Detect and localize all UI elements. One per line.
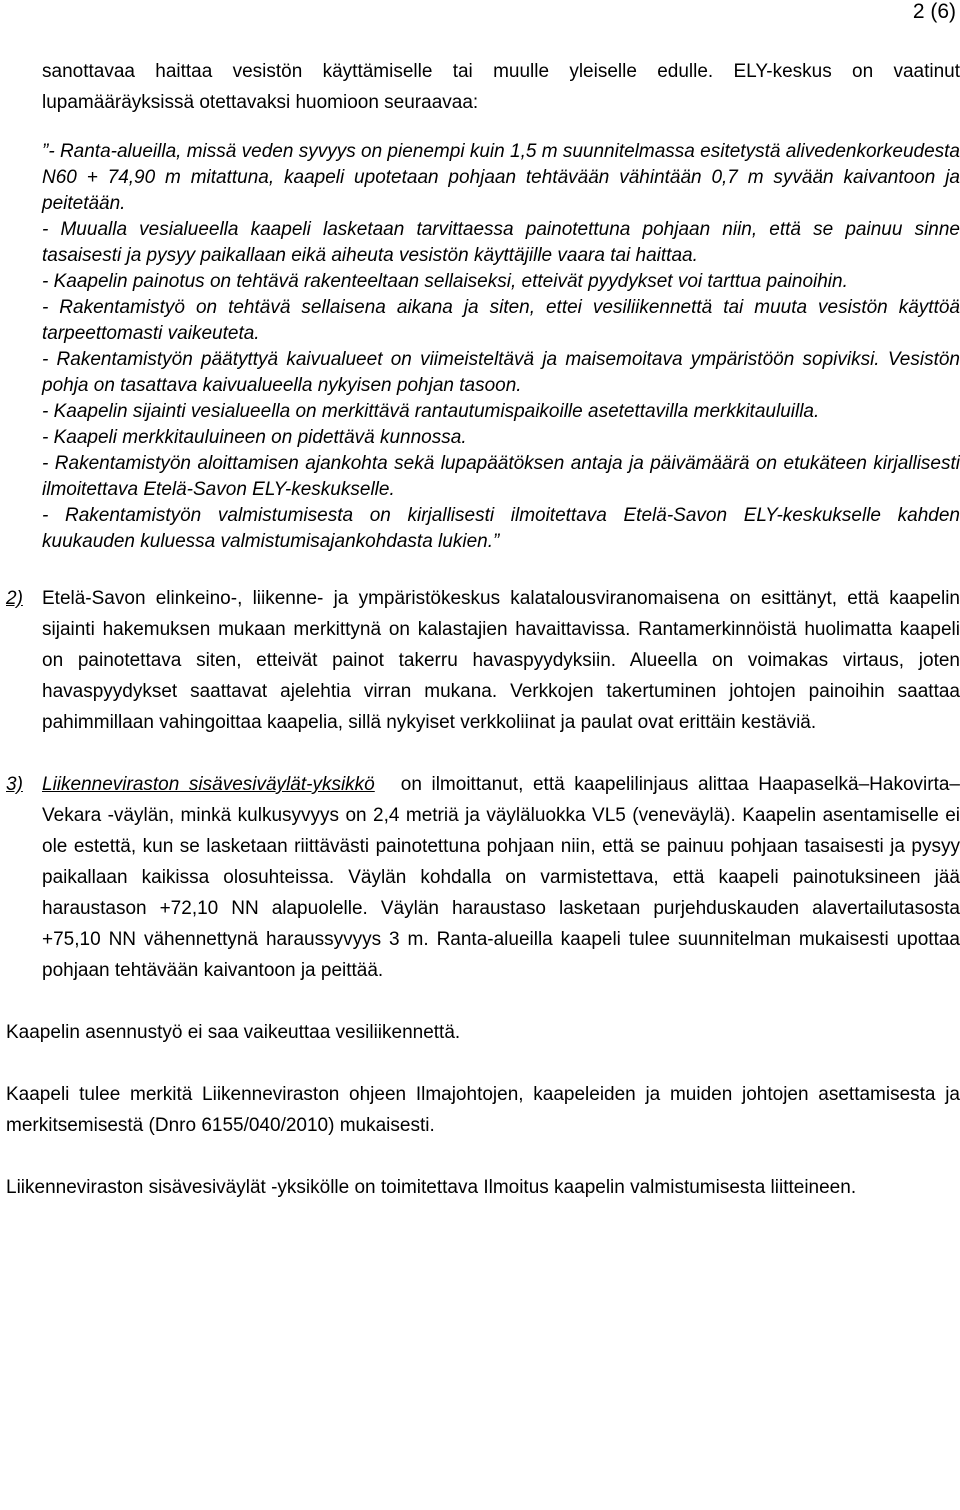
- requirement-item: - Rakentamistyön päätyttyä kaivualueet on viimeisteltävä ja maisemoitava ympäristöön sopiviksi. Vesistön pohja on tasattava kaivualueella nykyisen pohjan tasoon.: [42, 349, 960, 396]
- numbered-item-3: [6, 769, 960, 986]
- intro-paragraph: sanottavaa haittaa vesistön käyttämiselle tai muulle yleiselle edulle. ELY-keskus on vaatinut lupamääräyksissä otettavaksi huomioon seuraavaa:: [42, 61, 960, 113]
- item-number: 3): [6, 774, 23, 795]
- requirement-item: ”- Ranta-alueilla, missä veden syvyys on pienempi kuin 1,5 m suunnitelmassa esitetystä alivedenkorkeudesta N60 + 74,90 m mitattuna, kaapeli upotetaan pohjaan tehtävään vähintään 0,7 m syvään kaivantoon ja peitetään.: [42, 141, 960, 214]
- requirement-item: - Rakentamistyön aloittamisen ajankohta sekä lupapäätöksen antaja ja päivämäärä on etukäteen kirjallisesti ilmoitettava Etelä-Savon ELY-keskukselle.: [42, 453, 960, 500]
- numbered-item-2: [6, 583, 960, 738]
- closing-paragraph: Kaapelin asennustyö ei saa vaikeuttaa vesiliikennettä.: [6, 1022, 461, 1043]
- item-text: Etelä-Savon elinkeino-, liikenne- ja ympäristökeskus kalatalousviranomaisena on esittänyt, että kaapelin sijainti hakemuksen mukaan merkittynä on kalastajien havaittavissa. Rantamerkinnöistä huolimatta kaapeli on painotettava siten, etteivät painot takerru havaspyydyksiin. Alueella on voimakas virtaus, joten havaspyydykset saattavat ajelehtia virran mukana. Verkkojen takertuminen johtojen painoihin saattaa pahimmillaan vahingoittaa kaapelia, sillä nykyiset verkkoliinat ja paulat ovat erittäin kestäviä.: [42, 588, 960, 733]
- item-number: 2): [6, 588, 23, 609]
- closing-section: [6, 1017, 960, 1203]
- document-page: [6, 56, 960, 1203]
- requirement-item: - Kaapelin sijainti vesialueella on merkittävä rantautumispaikoille asetettavilla merkkitauluilla.: [42, 401, 820, 422]
- requirement-item: - Kaapeli merkkitauluineen on pidettävä kunnossa.: [42, 427, 467, 448]
- item-body: on ilmoittanut, että kaapelilinjaus alittaa Haapaselkä–Hakovirta–Vekara -väylän, minkä kulkusyvyys on 2,4 metriä ja väyläluokka VL5 (veneväylä). Kaapelin asentamiselle ei ole estettä, kun se lasketaan riittävästi painotettuna pohjaan niin, että se painuu pohjaan tasaisesti ja pysyy paikallaan kaikissa olosuhteissa. Väylän kohdalla on varmistettava, että kaapeli painotuksineen jää haraustason +72,10 NN alapuolelle. Väylän haraustaso lasketaan purjehduskauden alavertailutasosta +75,10 NN vähennettynä haraussyvyys 3 m. Ranta-alueilla kaapeli tulee suunnitelman mukaisesti upottaa pohjaan tehtävään kaivantoon ja peittää.: [42, 774, 960, 981]
- requirement-item: - Rakentamistyö on tehtävä sellaisena aikana ja siten, ettei vesiliikennettä tai muuta vesistön käyttöä tarpeettomasti vaikeuteta.: [42, 297, 960, 344]
- closing-paragraph: Kaapeli tulee merkitä Liikenneviraston ohjeen Ilmajohtojen, kaapeleiden ja muiden johtojen asettamisesta ja merkitsemisestä (Dnro 6155/040/2010) mukaisesti.: [6, 1084, 960, 1136]
- requirements-quote: [42, 139, 960, 555]
- closing-paragraph: Liikenneviraston sisävesiväylät -yksikölle on toimitettava Ilmoitus kaapelin valmistumisesta liitteineen.: [6, 1177, 857, 1198]
- requirement-item: - Kaapelin painotus on tehtävä rakenteeltaan sellaiseksi, etteivät pyydykset voi tarttua painoihin.: [42, 271, 848, 292]
- requirement-item: - Muualla vesialueella kaapeli lasketaan tarvittaessa painotettuna pohjaan niin, että se painuu sinne tasaisesti ja pysyy paikallaan eikä aiheuta vesistön käyttäjille vaara tai haittaa.: [42, 219, 960, 266]
- item-text: [42, 769, 960, 986]
- agency-name: Liikenneviraston sisävesiväylät-yksikkö: [42, 774, 375, 795]
- requirement-item: - Rakentamistyön valmistumisesta on kirjallisesti ilmoitettava Etelä-Savon ELY-keskukselle kahden kuukauden kuluessa valmistumisajankohdasta lukien.”: [42, 505, 960, 552]
- page-number: 2 (6): [912, 0, 956, 23]
